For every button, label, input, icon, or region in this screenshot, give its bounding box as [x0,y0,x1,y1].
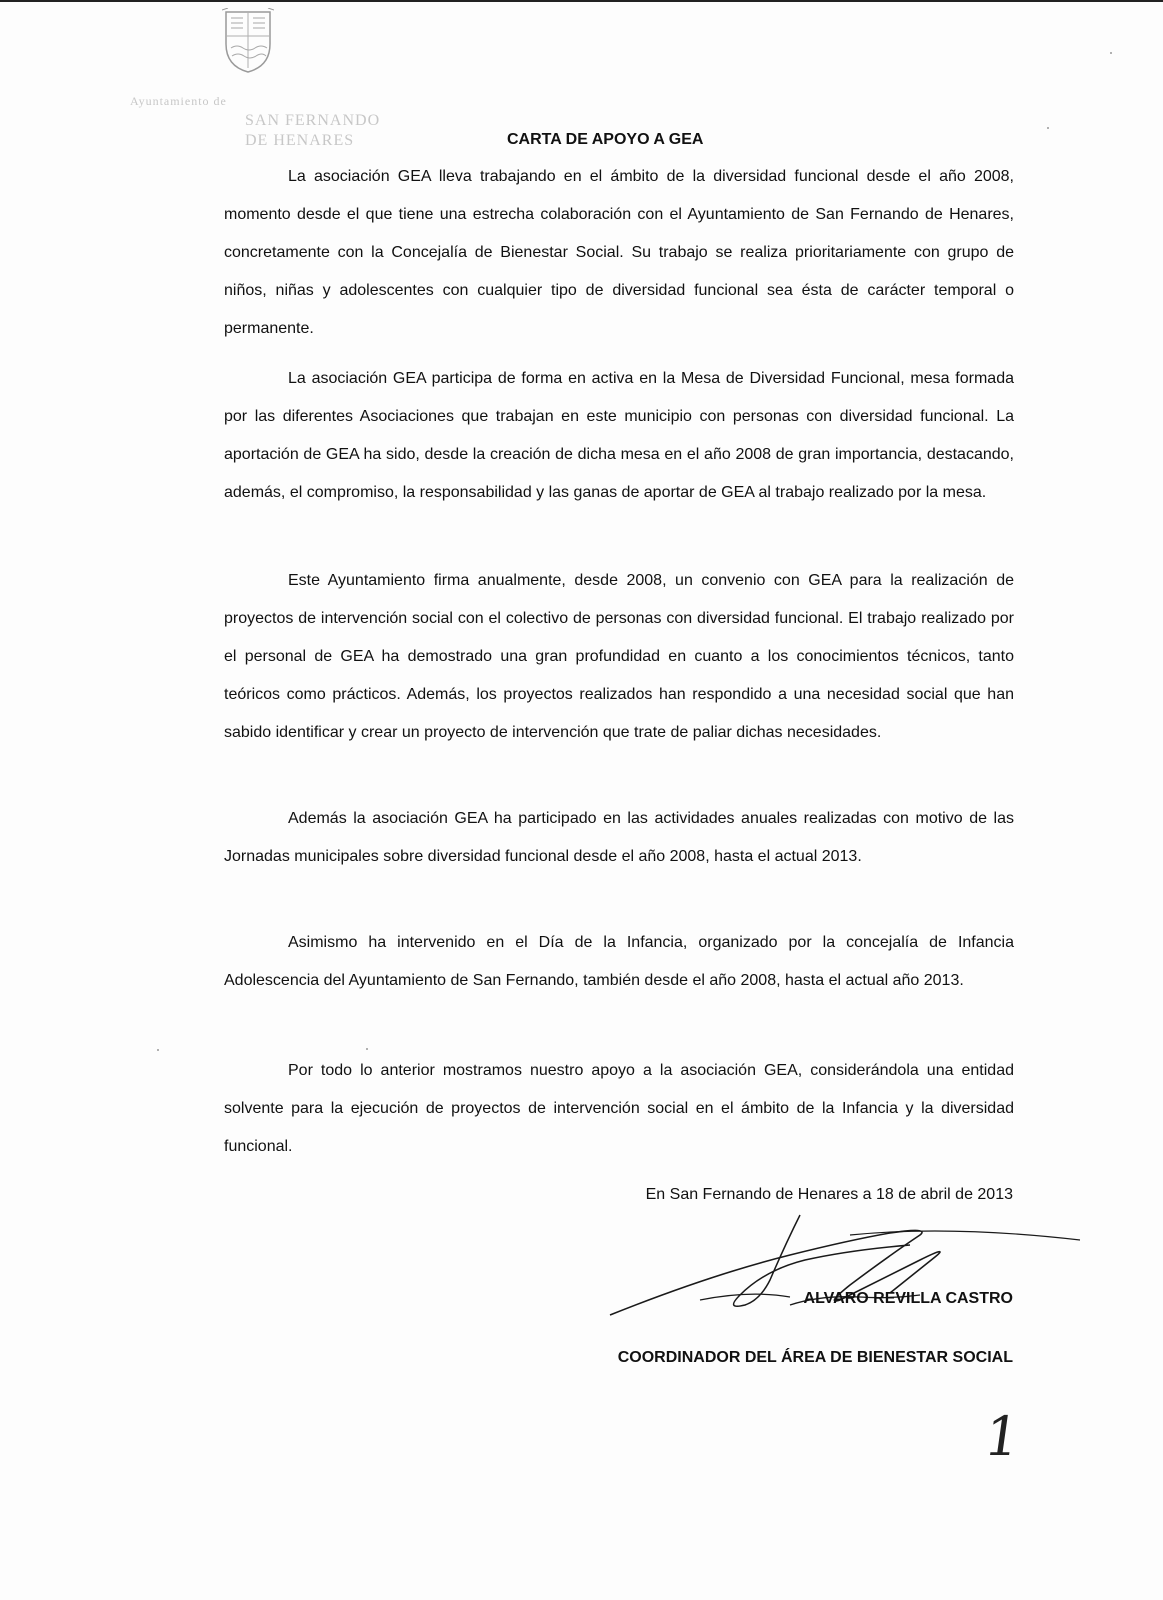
scan-speck [1110,52,1112,54]
paragraph-4: Además la asociación GEA ha participado en las actividades anuales realizadas con motivo de las Jornadas municipales sobre diversidad funcional desde el año 2008, hasta el actual 2013. [224,810,1014,865]
paragraph-3: Este Ayuntamiento firma anualmente, desde 2008, un convenio con GEA para la realización de proyectos de intervención social con el colectivo de personas con diversidad funcional. El trabajo realizado por el personal de GEA ha demostrado una gran profundidad en cuanto a los conocimientos técnicos, tanto teóricos como prácticos. Además, los proyectos realizados han respondido a una necesidad social que han sabido identificar y crear un proyecto de intervención que trate de paliar dichas necesidades. [224,572,1014,741]
top-border-line [0,0,1163,2]
place-and-date: En San Fernando de Henares a 18 de abril de 2013 [645,1186,1013,1203]
crest-caption-line-1: Ayuntamiento de [130,94,227,108]
paragraph-5: Asimismo ha intervenido en el Día de la Infancia, organizado por la concejalía de Infancia Adolescencia del Ayuntamiento de San Fernando, también desde el año 2008, hasta el actual año 2013. [224,934,1014,989]
handwritten-signature [590,1205,1090,1335]
scan-speck [157,1049,159,1051]
crest-caption-line-3: DE HENARES [245,132,355,149]
signer-role: COORDINADOR DEL ÁREA DE BIENESTAR SOCIAL [617,1349,1013,1366]
scan-speck [1047,127,1049,129]
signer-name: ALVARO REVILLA CASTRO [803,1290,1013,1307]
municipal-crest-icon [222,8,274,74]
crest-caption-line-2: SAN FERNANDO [245,112,381,129]
paragraph-6: Por todo lo anterior mostramos nuestro apoyo a la asociación GEA, considerándola una entidad solvente para la ejecución de proyectos de intervención social en el ámbito de la Infancia y la diversidad funcional. [224,1062,1014,1155]
scan-speck [366,1048,368,1050]
handwritten-page-number: 1 [980,1405,1024,1468]
letter-title: CARTA DE APOYO A GEA [507,131,704,148]
paragraph-2: La asociación GEA participa de forma en activa en la Mesa de Diversidad Funcional, mesa formada por las diferentes Asociaciones que trabajan en este municipio con personas con diversidad funcional. La aportación de GEA ha sido, desde la creación de dicha mesa en el año 2008 de gran importancia, destacando, además, el compromiso, la responsabilidad y las ganas de aportar de GEA al trabajo realizado por la mesa. [224,370,1014,501]
paragraph-1: La asociación GEA lleva trabajando en el ámbito de la diversidad funcional desde el año 2008, momento desde el que tiene una estrecha colaboración con el Ayuntamiento de San Fernando de Henares, concretamente con la Concejalía de Bienestar Social. Su trabajo se realiza prioritariamente con grupo de niños, niñas y adolescentes con cualquier tipo de diversidad funcional sea ésta de carácter temporal o permanente. [224,168,1014,337]
